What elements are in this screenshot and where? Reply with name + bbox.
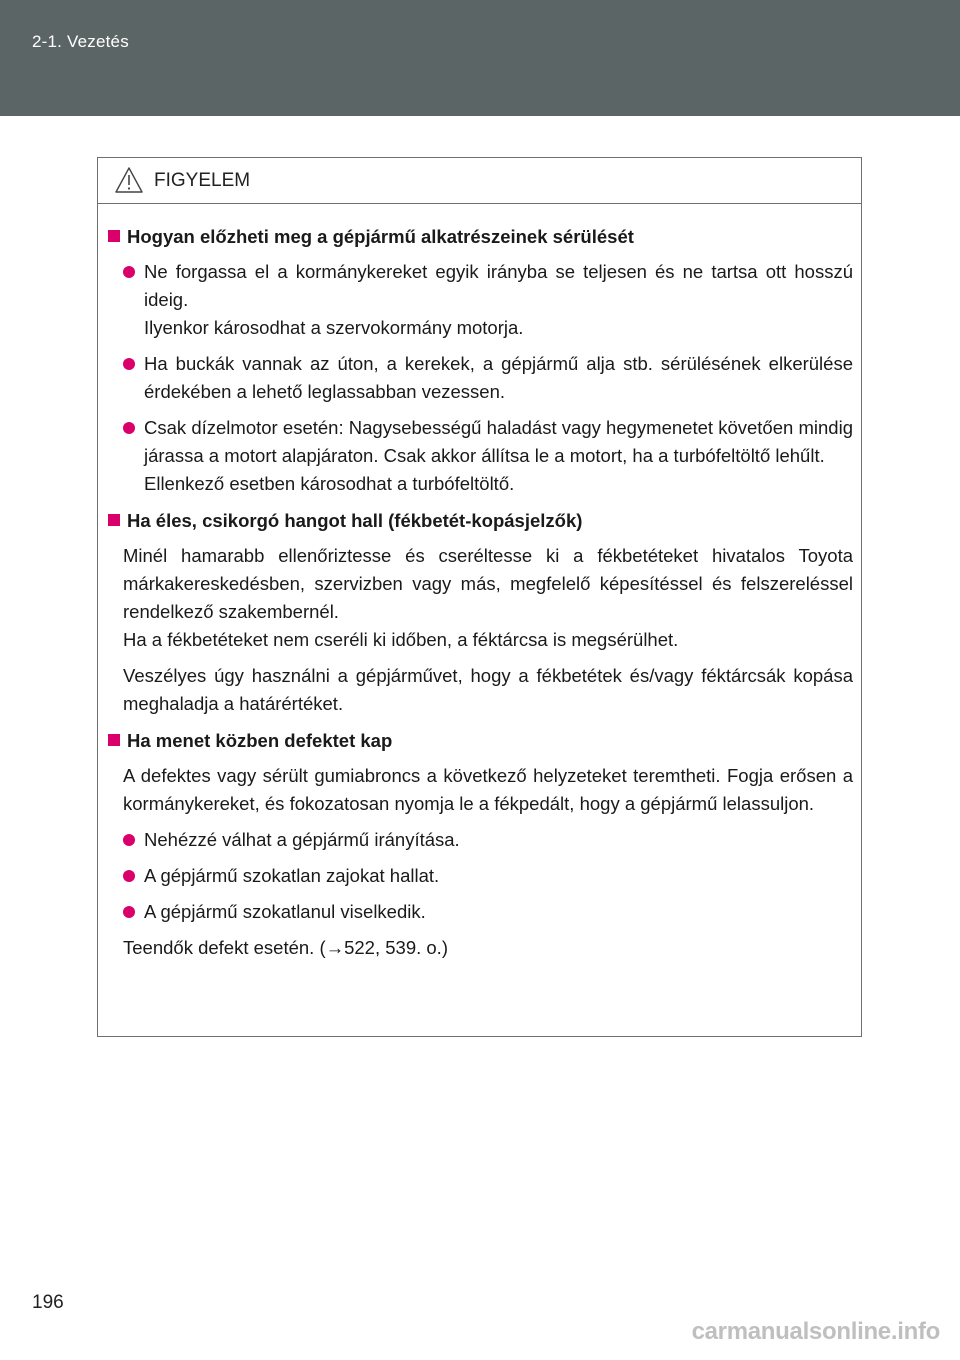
list-item: Nehézzé válhat a gépjármű irányítása. [108,826,853,854]
round-bullet-icon [123,358,135,370]
list-item: A gépjármű szokatlanul viselkedik. [108,898,853,926]
page-header [0,0,960,116]
paragraph: Teendők defekt esetén. (→522, 539. o.) [123,937,448,958]
round-bullet-icon [123,266,135,278]
round-bullet-icon [123,870,135,882]
warning-box [97,157,862,1037]
list-item: Ha buckák vannak az úton, a kerekek, a gépjármű alja stb. sérülésének elkerülése érdekében a lehető leglassabban vezessen. [108,350,853,406]
round-bullet-icon [123,906,135,918]
round-bullet-icon [123,834,135,846]
paragraph: A defektes vagy sérült gumiabroncs a következő helyzeteket teremtheti. Fogja erősen a kormánykereket, és fokozatosan nyomja le a fékpedált, hogy a gépjármű lelassuljon. [123,765,853,814]
square-bullet-icon [108,230,120,242]
square-bullet-icon [108,734,120,746]
list-item: Ne forgassa el a kormánykereket egyik irányba se teljesen és ne tartsa ott hosszú ideig. Ilyenkor károsodhat a szervokormány motorja. [108,258,853,342]
list-item: Csak dízelmotor esetén: Nagysebességű haladást vagy hegymenetet követően mindig járassa a motort alapjáraton. Csak akkor állítsa le a motort, ha a turbófeltöltő lehűlt. Ellenkező esetben károsodhat a turbófeltöltő. [108,414,853,498]
warning-title: FIGYELEM [154,170,251,191]
warning-body [98,204,861,962]
section-damage-prevention [108,222,853,498]
section-heading: Ha éles, csikorgó hangot hall (fékbetét-kopásjelzők) [108,506,853,536]
section-heading: Hogyan előzheti meg a gépjármű alkatrészeinek sérülését [108,222,853,252]
watermark-logo: carmanualsonline.info [691,1318,940,1345]
section-brake-wear [108,506,853,718]
paragraph: Minél hamarabb ellenőriztesse és cseréltesse ki a fékbetéteket hivatalos Toyota márkakereskedésben, szervizben vagy más, megfelelő képesítéssel és felszereléssel rendelkező szakembernél. Ha a fékbetéteket nem cseréli ki időben, a féktárcsa is megsérülhet. [123,545,853,650]
page-number: 196 [32,1292,64,1313]
list-item: A gépjármű szokatlan zajokat hallat. [108,862,853,890]
section-flat-tire [108,726,853,962]
section-heading: Ha menet közben defektet kap [108,726,853,756]
warning-triangle-icon [114,166,144,194]
round-bullet-icon [123,422,135,434]
chapter-title: 2-1. Vezetés [32,32,129,51]
square-bullet-icon [108,514,120,526]
warning-header [98,158,861,204]
paragraph: Veszélyes úgy használni a gépjárművet, hogy a fékbetétek és/vagy féktárcsák kopása meghaladja a határértéket. [123,665,853,714]
